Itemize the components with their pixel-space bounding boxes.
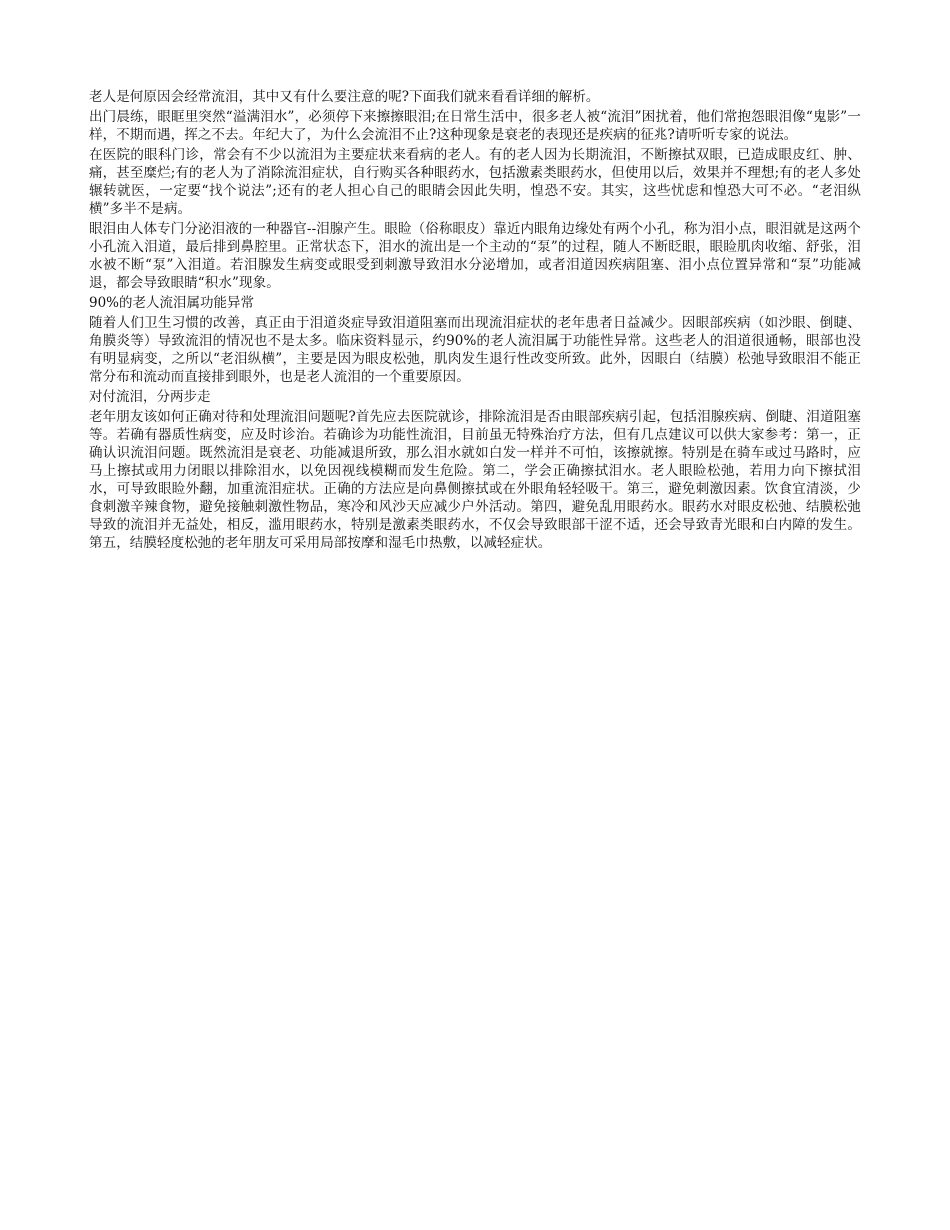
document-body [89,88,861,554]
paragraph-advice: 老年朋友该如何正确对待和处理流泪问题呢?首先应去医院就诊，排除流泪是否由眼部疾病引起，包括泪腺疾病、倒睫、泪道阻塞等。若确有器质性病变，应及时诊治。若确诊为功能性流泪，目前虽无特殊治疗方法，但有几点建议可以供大家参考：第一，正确认识流泪问题。既然流泪是衰老、功能减退所致，那么泪水就如白发一样并不可怕，该擦就擦。特别是在骑车或过马路时，应马上擦拭或用力闭眼以排除泪水，以免因视线模糊而发生危险。第二，学会正确擦拭泪水。老人眼睑松弛，若用力向下擦拭泪水，可导致眼睑外翻，加重流泪症状。正确的方法应是向鼻侧擦拭或在外眼角轻轻吸干。第三，避免刺激因素。饮食宜清淡，少食刺激辛辣食物，避免接触刺激性物品，寒冷和风沙天应减少户外活动。第四，避免乱用眼药水。眼药水对眼皮松弛、结膜松弛导致的流泪并无益处，相反，滥用眼药水，特别是激素类眼药水，不仅会导致眼部干涩不适，还会导致青光眼和白内障的发生。第五，结膜轻度松弛的老年朋友可采用局部按摩和湿毛巾热敷，以减轻症状。 [89,409,861,551]
intro-paragraph: 老人是何原因会经常流泪，其中又有什么要注意的呢?下面我们就来看看详细的解析。 [89,89,600,105]
paragraph-tear-mechanism: 眼泪由人体专门分泌泪液的一种器官--泪腺产生。眼睑（俗称眼皮）靠近内眼角边缘处有两个小孔，称为泪小点，眼泪就是这两个小孔流入泪道，最后排到鼻腔里。正常状态下，泪水的流出是一个主动的“泵”的过程，随人不断眨眼，眼睑肌肉收缩、舒张，泪水被不断“泵”入泪道。若泪腺发生病变或眼受到刺激导致泪水分泌增加，或者泪道因疾病阻塞、泪小点位置异常和“泵”功能减退，都会导致眼睛“积水”现象。 [89,221,861,291]
paragraph-clinic: 在医院的眼科门诊，常会有不少以流泪为主要症状来看病的老人。有的老人因为长期流泪，不断擦拭双眼，已造成眼皮红、肿、痛，甚至糜烂;有的老人为了消除流泪症状，自行购买各种眼药水，包括激素类眼药水，但使用以后，效果并不理想;有的老人多处辗转就医，一定要“找个说法”;还有的老人担心自己的眼睛会因此失明，惶恐不安。其实，这些忧虑和惶恐大可不必。“老泪纵横”多半不是病。 [89,147,861,217]
section-heading-functional: 90%的老人流泪属功能异常 [89,295,255,311]
paragraph-morning-tears: 出门晨练，眼眶里突然“溢满泪水”，必须停下来擦擦眼泪;在日常生活中，很多老人被“流泪”困扰着，他们常抱怨眼泪像“鬼影”一样，不期而遇，挥之不去。年纪大了，为什么会流泪不止?这种现象是衰老的表现还是疾病的征兆?请听听专家的说法。 [89,109,861,143]
section-heading-two-steps: 对付流泪，分两步走 [89,389,211,405]
paragraph-functional-cause: 随着人们卫生习惯的改善，真正由于泪道炎症导致泪道阻塞而出现流泪症状的老年患者日益减少。因眼部疾病（如沙眼、倒睫、角膜炎等）导致流泪的情况也不是太多。临床资料显示，约90%的老人流泪属于功能性异常。这些老人的泪道很通畅，眼部也没有明显病变，之所以“老泪纵横”，主要是因为眼皮松弛，肌肉发生退行性改变所致。此外，因眼白（结膜）松弛导致眼泪不能正常分布和流动而直接排到眼外，也是老人流泪的一个重要原因。 [89,315,861,385]
